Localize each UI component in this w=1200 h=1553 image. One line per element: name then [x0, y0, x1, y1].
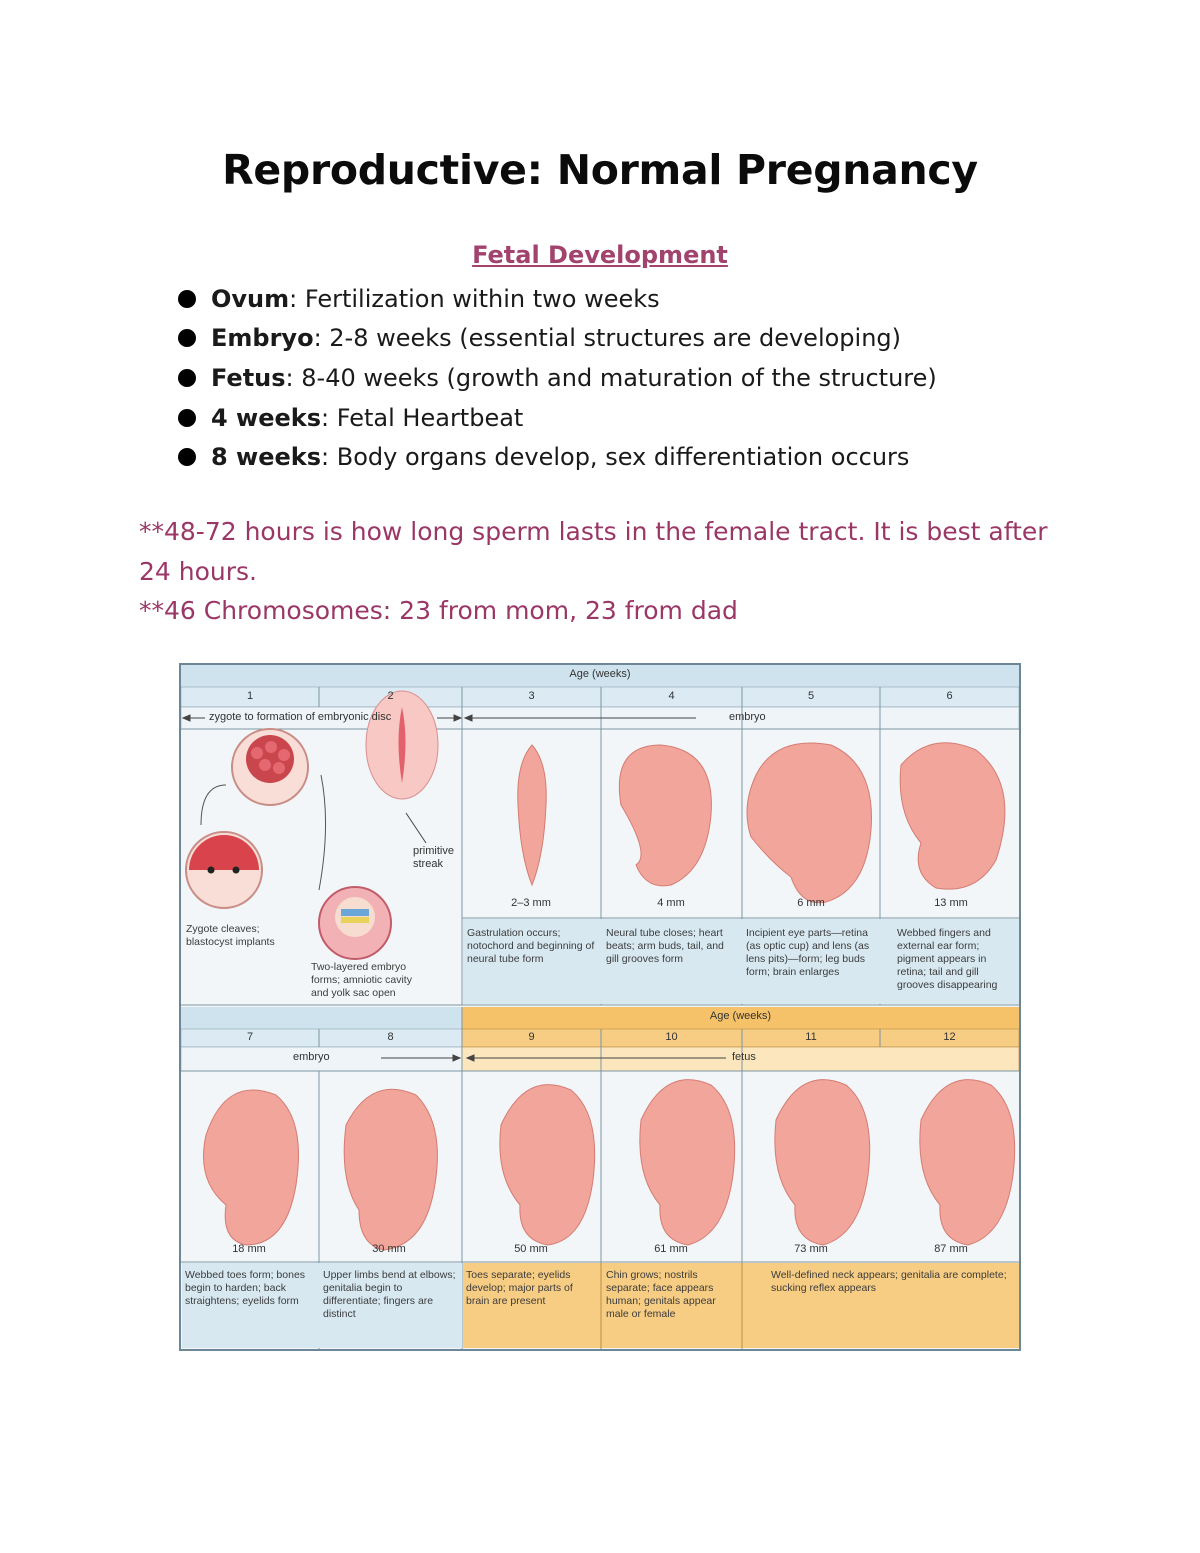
note-line: **48-72 hours is how long sperm lasts in the female tract. It is best after 24 hours. [139, 517, 1048, 586]
bullet-text: : Fertilization within two weeks [289, 284, 660, 313]
bullet-list [178, 279, 937, 477]
note-line: **46 Chromosomes: 23 from mom, 23 from dad [139, 596, 738, 625]
week-label: 7 [246, 1031, 254, 1043]
primitive-streak-label: primitive streak [413, 845, 454, 870]
size-label: 61 mm [654, 1243, 688, 1255]
bullet-item [178, 437, 937, 477]
stage-caption: Toes separate; eyelids develop; major parts of brain are present [466, 1269, 573, 1307]
size-label: 4 mm [657, 897, 685, 909]
fetus-illustrations-bottom [204, 1080, 1015, 1250]
notes-block [139, 512, 1059, 631]
fetal-development-figure [179, 663, 1021, 1351]
two-layer-caption: Two-layered embryo forms; amniotic cavity and yolk sac open [311, 961, 412, 999]
figure-graphics [181, 665, 1019, 1349]
size-label: 2–3 mm [511, 897, 551, 909]
bullet-dot-icon [178, 329, 196, 347]
bullet-dot-icon [178, 409, 196, 427]
size-label: 87 mm [934, 1243, 968, 1255]
bullet-dot-icon [178, 369, 196, 387]
week-label: 4 [668, 690, 675, 702]
bottom-age-header: Age (weeks) [709, 1010, 772, 1022]
bullet-term: Fetus [211, 363, 286, 392]
size-label: 6 mm [797, 897, 825, 909]
stage-embryo-label: embryo [729, 711, 766, 723]
week-label: 1 [246, 690, 254, 702]
section-heading: Fetal Development [472, 241, 728, 269]
week-label: 10 [665, 1031, 678, 1043]
zygote-caption: Zygote cleaves; blastocyst implants [186, 923, 275, 948]
bullet-term: Embryo [211, 324, 314, 353]
size-label: 18 mm [232, 1243, 266, 1255]
bullet-item [178, 398, 937, 438]
week-label: 2 [387, 690, 394, 702]
stage-caption: Chin grows; nostrils separate; face appears human; genitals appear male or female [606, 1269, 716, 1320]
bullet-dot-icon [178, 290, 196, 308]
week-label: 12 [943, 1031, 956, 1043]
page-title: Reproductive: Normal Pregnancy [222, 146, 978, 194]
bullet-item [178, 319, 937, 359]
bullet-term: 4 weeks [211, 403, 322, 432]
stage-caption: Webbed fingers and external ear form; pigment appears in retina; tail and gill grooves disappearing [897, 927, 998, 991]
week-label: 5 [807, 690, 815, 702]
size-label: 13 mm [934, 897, 968, 909]
top-age-header: Age (weeks) [569, 668, 631, 680]
stage-caption: Neural tube closes; heart beats; arm buds, tail, and gill grooves form [606, 927, 724, 965]
bullet-text: : Fetal Heartbeat [321, 403, 524, 432]
stage-embryo-label: embryo [293, 1051, 330, 1063]
week-label: 6 [946, 690, 953, 702]
bullet-text: : 2-8 weeks (essential structures are developing) [313, 324, 902, 353]
stage-caption: Webbed toes form; bones begin to harden; back straightens; eyelids form [185, 1269, 306, 1307]
bullet-text: : Body organs develop, sex differentiation occurs [321, 443, 910, 472]
stage-fetus-label: fetus [732, 1051, 756, 1063]
stage-caption: Well-defined neck appears; genitalia are complete; sucking reflex appears [771, 1269, 1007, 1294]
size-label: 30 mm [372, 1243, 406, 1255]
week-label: 8 [387, 1031, 394, 1043]
blastocyst-illustration [186, 691, 438, 959]
week-label: 9 [528, 1031, 535, 1043]
bullet-dot-icon [178, 448, 196, 466]
bullet-term: Ovum [211, 284, 290, 313]
bullet-item [178, 279, 937, 319]
bullet-text: : 8-40 weeks (growth and maturation of the structure) [285, 363, 937, 392]
size-label: 73 mm [794, 1243, 828, 1255]
embryo-illustrations-top [518, 743, 1005, 903]
stage-caption: Incipient eye parts—retina (as optic cup) and lens (as lens pits)—form; leg buds form; brain enlarges [746, 927, 870, 978]
week-label: 11 [805, 1031, 817, 1043]
size-label: 50 mm [514, 1243, 548, 1255]
stage-caption: Upper limbs bend at elbows; genitalia begin to differentiate; fingers are distinct [323, 1269, 456, 1320]
bullet-item [178, 358, 937, 398]
bullet-term: 8 weeks [211, 443, 322, 472]
week-label: 3 [528, 690, 535, 702]
stage-caption: Gastrulation occurs; notochord and beginning of neural tube form [467, 927, 595, 965]
stage-zygote-label: zygote to formation of embryonic disc [209, 711, 392, 723]
